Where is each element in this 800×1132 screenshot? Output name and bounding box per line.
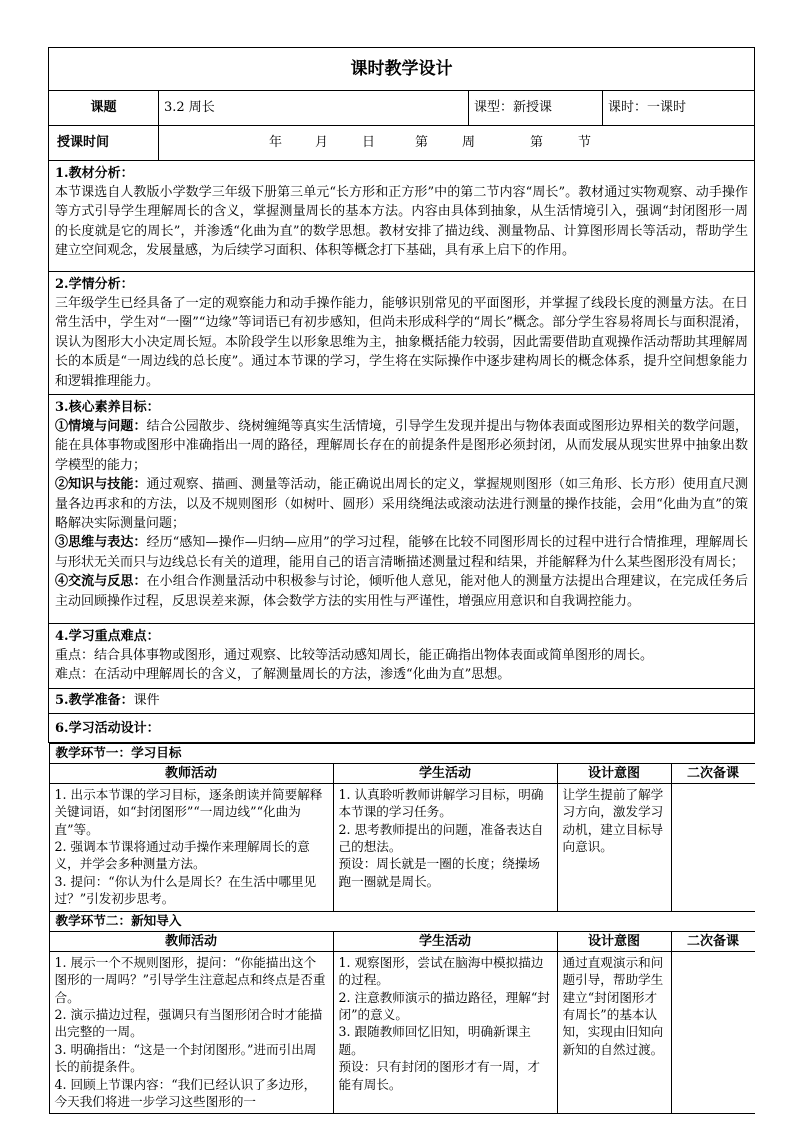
list-item: 预设：周长就是一圈的长度；绕操场跑一圈就是周长。: [338, 856, 540, 889]
goal-1: [55, 417, 748, 475]
time-period-a: 第: [530, 135, 544, 150]
list-item: 3. 提问：“你认为什么是周长？在生活中哪里见过？”引发初步思考。: [54, 873, 317, 907]
core-goals: [49, 395, 755, 624]
students-heading: 2.学情分析：: [55, 277, 134, 292]
stage-1-student: [333, 783, 557, 911]
goal-2: [55, 475, 748, 533]
document-title: 课时教学设计: [49, 48, 755, 91]
col-student: 学生活动: [333, 763, 557, 783]
list-item: 2. 注意教师演示的描边路径，理解“封闭”的意义。: [338, 989, 550, 1022]
col-student: 学生活动: [333, 931, 557, 951]
key-focus: 重点：结合具体事物或图形，通过观察、比较等活动感知周长，能正确指出物体表面或简单图形的周长。: [55, 648, 654, 664]
stage-1-title: 教学环节一：学习目标: [49, 743, 755, 763]
stage-1-notes[interactable]: [671, 783, 755, 911]
list-item: 2. 思考教师提出的问题，准备表达自己的想法。: [338, 821, 544, 855]
stage-2-teacher: [49, 951, 333, 1114]
list-item: 3. 跟随教师回忆旧知，明确新课主题。: [338, 1024, 531, 1057]
activity-tables: [49, 742, 755, 1114]
time-day: 日: [362, 135, 376, 150]
list-item: 1. 观察图形，尝试在脑海中模拟描边的过程。: [338, 954, 544, 988]
prep-heading: 5.教学准备：: [55, 692, 134, 708]
goal-1-text: 结合公园散步、绕树缠绳等真实生活情境，引导学生发现并提出与物体表面或图形边界相关的数学问题，能在具体事物或图形中准确指出一周的路径，理解周长存在的前提条件是图形必须封闭，从而发展从现实世界中抽象出数学模型的能力；: [55, 419, 748, 473]
goal-2-label: ②知识与技能：: [55, 477, 147, 493]
time-month: 月: [315, 135, 329, 150]
lesson-plan-table: [48, 47, 755, 1114]
list-item: 1. 展示一个不规则图形，提问：“你能描出这个图形的一周吗？”引导学生注意起点和终点是否重合。: [54, 954, 326, 1005]
material-heading: 1.教材分析：: [55, 166, 134, 181]
time-label: 授课时间: [49, 126, 159, 161]
goal-4-text: 在小组合作测量活动中积极参与讨论，倾听他人意见，能对他人的测量方法提出合理建议，在完成任务后主动回顾操作过程，反思误差来源，体会数学方法的实用性与严谨性，增强应用意识和自我调控能力。: [55, 574, 748, 609]
activity-design: [49, 713, 755, 742]
time-week-a: 第: [415, 135, 429, 150]
col-notes: 二次备课: [671, 931, 755, 951]
goal-1-label: ①情境与问题：: [55, 419, 147, 435]
lesson-duration: 课时：一课时: [603, 91, 755, 126]
time-week-b: 周: [462, 135, 476, 150]
design-heading: 6.学习活动设计：: [55, 720, 160, 736]
lesson-type: 课型：新授课: [469, 91, 603, 126]
material-analysis: [49, 161, 755, 272]
stage-2-title: 教学环节二：新知导入: [49, 911, 755, 931]
stage-1-teacher: [49, 783, 333, 911]
time-period-b: 节: [578, 135, 592, 150]
time-year: 年: [269, 135, 283, 150]
topic-label: 课题: [49, 91, 159, 126]
list-item: 2. 演示描边过程，强调只有当图形闭合时才能描出完整的一周。: [54, 1006, 323, 1040]
topic-value: 3.2 周长: [159, 91, 469, 126]
time-value: [159, 126, 755, 161]
col-teacher: 教师活动: [49, 763, 333, 783]
goal-2-text: 通过观察、描画、测量等活动，能正确说出周长的定义，掌握规则图形（如三角形、长方形）使用直尺测量各边再求和的方法，以及不规则图形（如树叶、圆形）采用绕绳法或滚动法进行测量的操作技能，会用“化曲为直”的策略解决实际测量问题；: [55, 477, 748, 532]
col-teacher: 教师活动: [49, 931, 333, 951]
col-intent: 设计意图: [557, 931, 671, 951]
col-intent: 设计意图: [557, 763, 671, 783]
list-item: 3. 明确指出：“这是一个封闭图形。”进而引出周长的前提条件。: [54, 1041, 317, 1075]
stage-1-table: [49, 743, 755, 1115]
list-item: 2. 强调本节课将通过动手操作来理解周长的意义，并学会多种测量方法。: [54, 839, 310, 872]
list-item: 预设：只有封闭的图形才有一周，才能有周长。: [338, 1059, 540, 1092]
students-text: 三年级学生已经具备了一定的观察能力和动手操作能力，能够识别常见的平面图形，并掌握了线段长度的测量方法。在日常生活中，学生对“一圈”“边缘”等词语已有初步感知，但尚未形成科学的“周长”概念。部分学生容易将周长与面积混淆，误认为图形大小决定周长短。本阶段学生以形象思维为主，抽象概括能力较弱，因此需要借助直观操作活动帮助其理解周长的本质是“一周边线的总长度”。通过本节课的学习，学生将在实际操作中逐步建构周长的概念体系，提升空间想象能力和逻辑推理能力。: [55, 296, 748, 389]
goal-3-label: ③思维与表达：: [55, 535, 147, 551]
stage-1-intent: 让学生提前了解学习方向，激发学习动机，建立目标导向意识。: [557, 783, 671, 911]
col-notes: 二次备课: [671, 763, 755, 783]
list-item: 4. 回顾上节课内容：“我们已经认识了多边形，今天我们将进一步学习这些图形的一: [54, 1076, 317, 1109]
list-item: 1. 认真聆听教师讲解学习目标，明确本节课的学习任务。: [338, 786, 544, 820]
key-difficulty: 难点：在活动中理解周长的含义，了解测量周长的方法，渗透“化曲为直”思想。: [55, 667, 511, 683]
goal-3-text: 经历“感知—操作—归纳—应用”的学习过程，能够在比较不同图形周长的过程中进行合情推理，理解周长与形状无关而只与边线总长有关的道理，能用自己的语言清晰描述测量过程和结果，并能解释为什么某些图形没有周长；: [55, 535, 748, 570]
goal-4: [55, 572, 748, 611]
material-text: 本节课选自人教版小学数学三年级下册第三单元“长方形和正方形”中的第二节内容“周长”。教材通过实物观察、动手操作等方式引导学生理解周长的含义，掌握测量周长的基本方法。内容由具体到抽象，从生活情境引入，强调“封闭图形一周的长度就是它的周长”，并渗透“化曲为直”的数学思想。教材安排了描边线、测量物品、计算图形周长等活动，帮助学生建立空间观念，发展量感，为后续学习面积、体积等概念打下基础，具有承上启下的作用。: [55, 185, 748, 259]
stage-2-intent: 通过直观演示和问题引导，帮助学生建立“封闭图形才有周长”的基本认知，实现由旧知向新知的自然过渡。: [557, 951, 671, 1114]
stage-2-student: [333, 951, 557, 1114]
list-item: 1. 出示本节课的学习目标，逐条朗读并简要解释关键词语，如“封闭图形”“一周边线”“化曲为直”等。: [54, 786, 323, 837]
student-analysis: [49, 272, 755, 395]
prep-text: 课件: [133, 692, 160, 708]
key-heading: 4.学习重点难点：: [55, 629, 160, 645]
teaching-prep: [49, 688, 755, 713]
key-points: [49, 624, 755, 689]
goals-heading: 3.核心素养目标：: [55, 400, 160, 416]
goal-4-label: ④交流与反思：: [55, 574, 147, 590]
stage-2-notes[interactable]: [671, 951, 755, 1114]
goal-3: [55, 533, 748, 572]
